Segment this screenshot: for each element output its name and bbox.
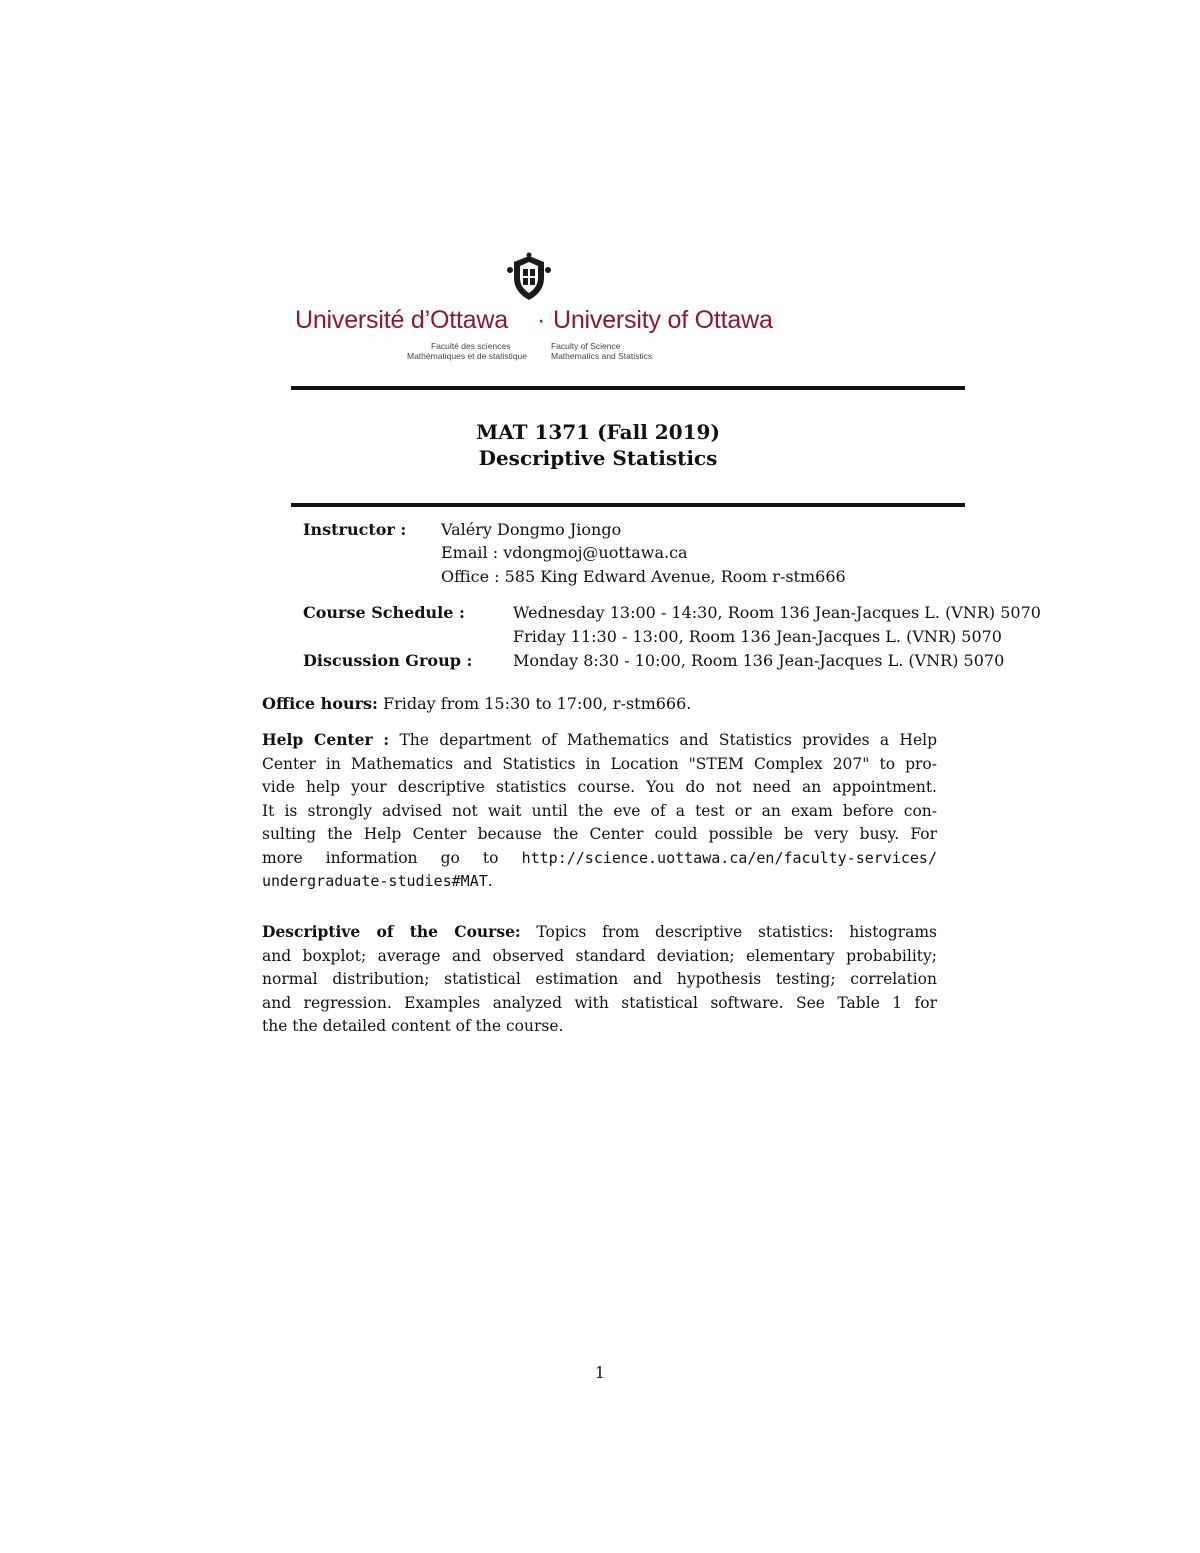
description-line — [262, 920, 937, 945]
help-line — [262, 847, 937, 871]
description-line: and regression. Examples analyzed with statistical software. See Table 1 for — [262, 993, 937, 1012]
discussion-line-1: Monday 8:30 - 10:00, Room 136 Jean-Jacques L. (VNR) 5070 — [513, 651, 1005, 670]
help-center-paragraph — [262, 728, 937, 894]
faculty-subtitle-english — [551, 341, 652, 361]
help-center-label: Help Center : — [262, 730, 390, 749]
help-line: sulting the Help Center because the Center could possible be very busy. For — [262, 825, 937, 843]
logo-text-french: Université d’Ottawa — [295, 306, 508, 334]
faculty-line-en-1: Faculty of Science — [551, 341, 621, 351]
discussion-group-label: Discussion Group : — [303, 651, 473, 670]
university-crest-icon — [506, 252, 552, 304]
instructor-email: Email : vdongmoj@uottawa.ca — [441, 543, 688, 562]
faculty-line-en-2: Mathematics and Statistics — [551, 351, 653, 361]
office-hours — [262, 694, 691, 714]
help-line — [262, 870, 937, 894]
instructor-label: Instructor : — [303, 520, 407, 539]
instructor-office: Office : 585 King Edward Avenue, Room r-stm666 — [441, 567, 846, 586]
description-line: the the detailed content of the course. — [262, 1017, 564, 1035]
help-line: Center in Mathematics and Statistics in Location "STEM Complex 207" to pro- — [262, 754, 937, 773]
course-name-title: Descriptive Statistics — [478, 446, 718, 470]
help-line-6-text: more information go to — [262, 848, 499, 867]
help-line — [262, 728, 937, 753]
faculty-line-fr-1: Faculté des sciences — [431, 341, 511, 351]
course-description-paragraph — [262, 920, 937, 1039]
help-line-7-end: . — [487, 872, 493, 890]
description-line-1-text: Topics from descriptive statistics: histograms — [536, 923, 937, 941]
description-line: and boxplot; average and observed standard deviation; elementary probability; — [262, 946, 937, 965]
horizontal-rule-middle — [291, 503, 965, 507]
description-line: normal distribution; statistical estimation and hypothesis testing; correlation — [262, 970, 937, 988]
help-line: It is strongly advised not wait until the eve of a test or an exam before con- — [262, 801, 937, 820]
faculty-line-fr-2: Mathématiques et de statistique — [406, 351, 527, 361]
schedule-line-2: Friday 11:30 - 13:00, Room 136 Jean-Jacques L. (VNR) 5070 — [513, 627, 1002, 646]
logo-separator: · — [537, 306, 546, 334]
course-schedule-label: Course Schedule : — [303, 603, 465, 622]
page-number: 1 — [594, 1363, 606, 1382]
description-label: Descriptive of the Course: — [262, 922, 521, 941]
help-center-link[interactable]: http://science.uottawa.ca/en/faculty-services/ — [521, 848, 937, 867]
horizontal-rule-top — [291, 386, 965, 390]
faculty-subtitle-french — [387, 341, 527, 361]
help-center-link-continued[interactable]: undergraduate-studies#MAT — [262, 872, 488, 890]
office-hours-label: Office hours: — [262, 694, 378, 713]
schedule-line-1: Wednesday 13:00 - 14:30, Room 136 Jean-Jacques L. (VNR) 5070 — [513, 603, 1041, 622]
office-hours-text: Friday from 15:30 to 17:00, r-stm666. — [383, 694, 692, 713]
help-line: vide help your descriptive statistics course. You do not need an appointment. — [262, 778, 937, 796]
instructor-name: Valéry Dongmo Jiongo — [441, 520, 622, 539]
logo-text-english: University of Ottawa — [553, 306, 773, 334]
course-code-title: MAT 1371 (Fall 2019) — [476, 420, 720, 444]
help-line-1-text: The department of Mathematics and Statistics provides a Help — [399, 731, 937, 749]
